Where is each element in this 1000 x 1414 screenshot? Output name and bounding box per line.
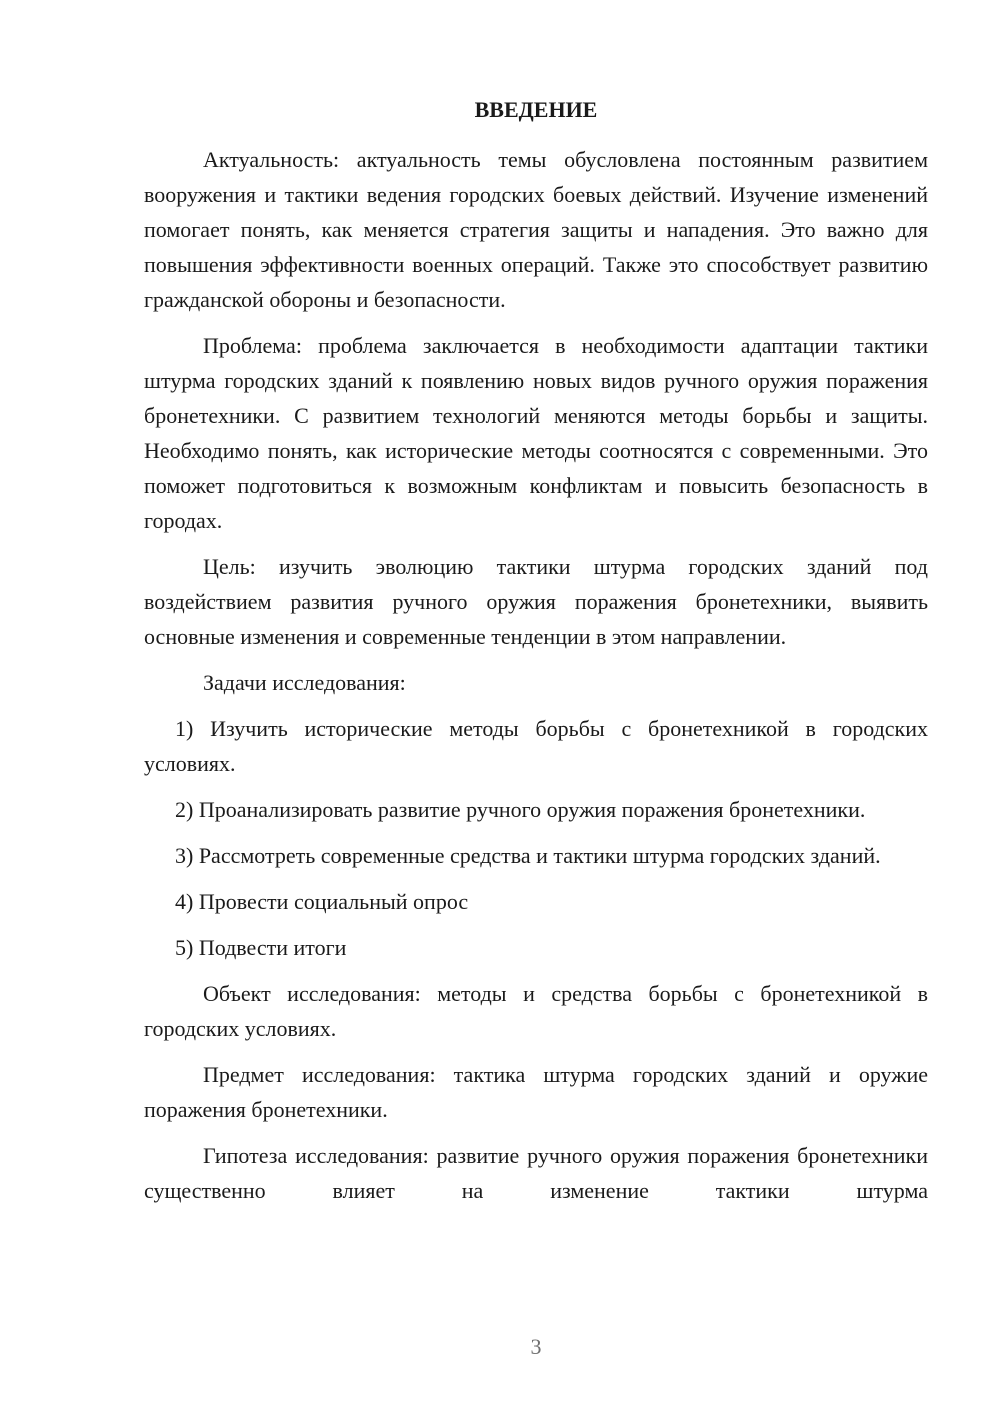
object-paragraph: Объект исследования: методы и средства борьбы с бронетехникой в городских условиях. (144, 981, 928, 1041)
tasks-heading: Задачи исследования: (203, 670, 406, 695)
goal-paragraph: Цель: изучить эволюцию тактики штурма городских зданий под воздействием развития ручного оружия поражения бронетехники, выявить основные изменения и современные тенденции в этом направлении. (144, 554, 928, 649)
task-item: 2) Проанализировать развитие ручного оружия поражения бронетехники. (175, 797, 866, 822)
subject-paragraph: Предмет исследования: тактика штурма городских зданий и оружие поражения бронетехники. (144, 1062, 928, 1122)
document-page (144, 95, 928, 1208)
task-item: 4) Провести социальный опрос (175, 889, 469, 914)
hypothesis-paragraph: Гипотеза исследования: развитие ручного оружия поражения бронетехники существенно влияет на изменение тактики штурма (144, 1143, 928, 1203)
page-number: 3 (530, 1334, 542, 1359)
task-item: 5) Подвести итоги (175, 935, 347, 960)
section-heading: ВВЕДЕНИЕ (474, 97, 598, 122)
problem-paragraph: Проблема: проблема заключается в необходимости адаптации тактики штурма городских зданий к появлению новых видов ручного оружия поражения бронетехники. С развитием технологий меняются методы борьбы и защиты. Необходимо понять, как исторические методы соотносятся с современными. Это поможет подготовиться к возможным конфликтам и повысить безопасность в городах. (144, 333, 928, 533)
task-item: 3) Рассмотреть современные средства и тактики штурма городских зданий. (175, 843, 881, 868)
relevance-paragraph: Актуальность: актуальность темы обусловлена постоянным развитием вооружения и тактики ведения городских боевых действий. Изучение изменений помогает понять, как меняется стратегия защиты и нападения. Это важно для повышения эффективности военных операций. Также это способствует развитию гражданской обороны и безопасности. (144, 147, 928, 312)
task-item: 1) Изучить исторические методы борьбы с бронетехникой в городских условиях. (144, 716, 928, 776)
